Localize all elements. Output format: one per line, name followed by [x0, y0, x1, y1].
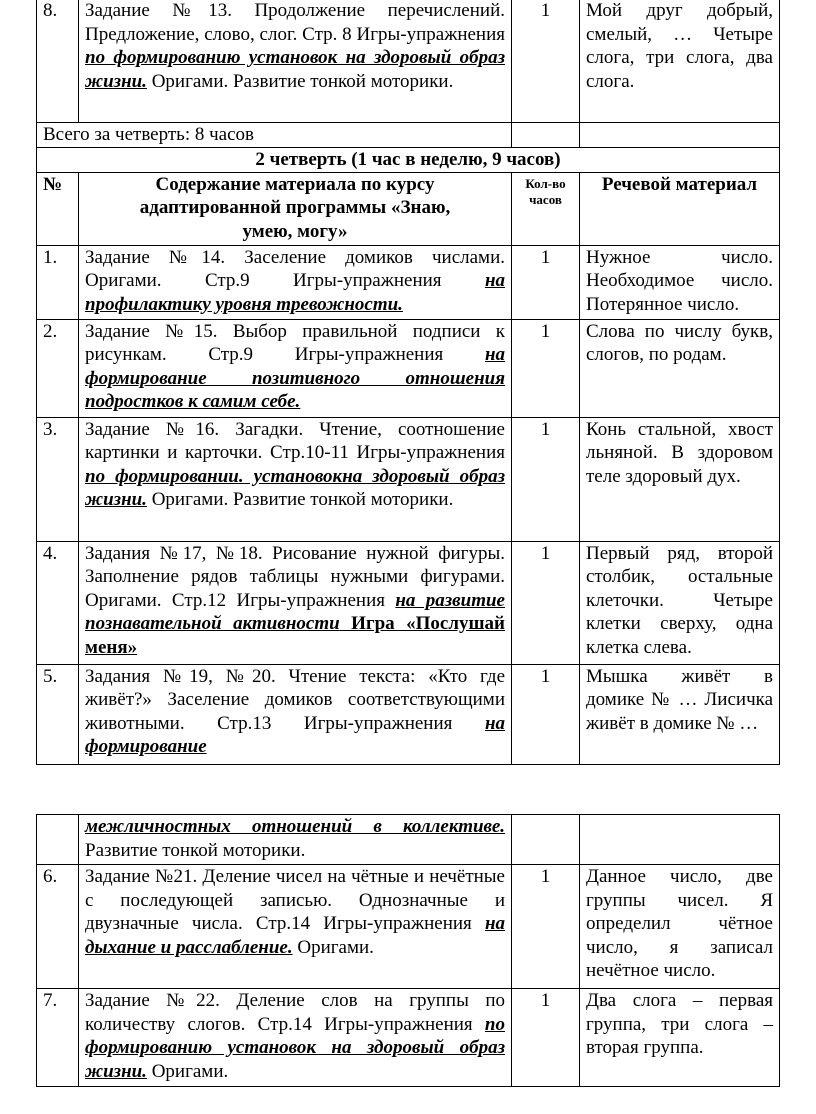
row-content	[79, 865, 512, 989]
content-text: Задание №14. Заселение домиков числами. Оригами. Стр.9 Игры-упражнения	[85, 246, 505, 291]
lesson-plan-table-part2	[36, 814, 780, 1087]
row-hours: 1	[512, 245, 580, 319]
content-emphasis: по формированию установок на здоровый образ жизни.	[85, 1013, 505, 1082]
row-content	[79, 417, 512, 541]
row-hours: 1	[512, 664, 580, 764]
header-number: №	[37, 172, 79, 245]
row-content	[79, 0, 512, 123]
content-emphasis: по формированию установок на здоровый образ жизни.	[85, 47, 505, 92]
content-text-after: Оригами. Развитие тонкой моторики.	[146, 489, 454, 510]
row-hours: 1	[512, 989, 580, 1087]
row-number: 2.	[37, 319, 79, 417]
row-number: 8.	[37, 0, 79, 123]
content-emphasis: на развитие познавательной активности	[85, 589, 505, 634]
content-text-after: Оригами. Развитие тонкой моторики.	[146, 70, 454, 92]
row-speech: Мышка живёт в домике № … Лисичка живёт в домике № …	[580, 664, 780, 764]
content-text: Задание №15. Выбор правильной подписи к рисункам. Стр.9 Игры-упражнения	[85, 320, 505, 365]
table-row	[37, 417, 780, 541]
row-hours: 1	[512, 319, 580, 417]
quarter-total: Всего за четверть: 8 часов	[37, 123, 512, 148]
row-content	[79, 245, 512, 319]
content-emphasis: по формировании. установокна здоровый образ жизни.	[85, 465, 505, 510]
content-text-after: Оригами.	[292, 936, 374, 958]
table-row	[37, 989, 780, 1087]
row-number-empty	[37, 815, 79, 865]
content-emphasis: на профилактику уровня тревожности.	[85, 270, 505, 315]
row-number: 1.	[37, 245, 79, 319]
table-row	[37, 664, 780, 764]
row-speech: Нужное число. Необходимое число. Потерянное число.	[580, 245, 780, 319]
row-content	[79, 541, 512, 664]
row-content	[79, 664, 512, 764]
row-number: 4.	[37, 541, 79, 664]
header-content: Содержание материала по курсу адаптированной программы «Знаю, умею, могу»	[79, 172, 512, 245]
content-text: Задания №17, №18. Рисование нужной фигуры. Заполнение рядов таблицы нужными фигурами. Оригами. Стр.12 Игры-упражнения	[85, 542, 505, 611]
content-text: Задание №16. Загадки. Чтение, соотношение картинки и карточки. Стр.10-11 Игры-упражнения	[85, 418, 505, 463]
table-header	[37, 172, 780, 245]
header-speech: Речевой материал	[580, 172, 780, 245]
content-emphasis: на формирование	[85, 712, 505, 757]
content-emphasis: на формирование позитивного отношения подростков к самим себе.	[85, 344, 505, 412]
row-content	[79, 989, 512, 1087]
row-hours: 1	[512, 417, 580, 541]
row-hours-empty	[512, 815, 580, 865]
table-row	[37, 319, 780, 417]
content-text: Задания №19, №20. Чтение текста: «Кто где живёт?» Заселение домиков соответствующими животными. Стр.13 Игры-упражнения	[85, 665, 505, 734]
lesson-plan-table-part1	[36, 0, 780, 765]
row-hours: 1	[512, 541, 580, 664]
table-row-continued	[37, 815, 780, 865]
content-emphasis: на дыхание и расслабление.	[85, 913, 505, 958]
row-hours: 1	[512, 0, 580, 123]
content-text: Задание №21. Деление чисел на чётные и нечётные с последующей записью. Однозначные и двузначные числа. Стр.14 Игры-упражнения	[85, 866, 505, 934]
content-text: Задание №22. Деление слов на группы по количеству слогов. Стр.14 Игры-упражнения	[85, 990, 505, 1035]
table-row	[37, 865, 780, 989]
content-text-after: Развитие тонкой моторики.	[85, 839, 306, 861]
total-speech-empty	[580, 123, 780, 148]
content-text-after: Оригами.	[146, 1060, 229, 1082]
row-speech-empty	[580, 815, 780, 865]
content-emphasis: межличностных отношений в коллективе.	[85, 816, 505, 837]
row-hours: 1	[512, 865, 580, 989]
row-speech: Конь стальной, хвост льняной. В здоровом теле здоровый дух.	[580, 417, 780, 541]
table-row	[37, 0, 780, 123]
row-content	[79, 319, 512, 417]
total-hours-empty	[512, 123, 580, 148]
content-text-after: Игра «Послушай меня»	[85, 613, 505, 658]
row-speech: Два слога – первая группа, три слога – вторая группа.	[580, 989, 780, 1087]
row-number: 7.	[37, 989, 79, 1087]
header-hours: Кол-во часов	[512, 172, 580, 245]
row-speech: Данное число, две группы чисел. Я определил чётное число, я записал нечётное число.	[580, 865, 780, 989]
row-number: 6.	[37, 865, 79, 989]
row-number: 3.	[37, 417, 79, 541]
content-text: Задание №13. Продолжение перечислений. Предложение, слово, слог. Стр. 8 Игры-упражнения	[85, 0, 505, 45]
table-row	[37, 541, 780, 664]
table-row	[37, 245, 780, 319]
row-speech: Слова по числу букв, слогов, по родам.	[580, 319, 780, 417]
row-content	[79, 815, 512, 865]
quarter-title: 2 четверть (1 час в неделю, 9 часов)	[37, 147, 780, 172]
row-speech: Мой друг добрый, смелый, … Четыре слога, три слога, два слога.	[580, 0, 780, 123]
row-speech: Первый ряд, второй столбик, остальные клеточки. Четыре клетки сверху, одна клетка слева.	[580, 541, 780, 664]
row-number: 5.	[37, 664, 79, 764]
table-row-quarter	[37, 147, 780, 172]
table-row-total	[37, 123, 780, 148]
